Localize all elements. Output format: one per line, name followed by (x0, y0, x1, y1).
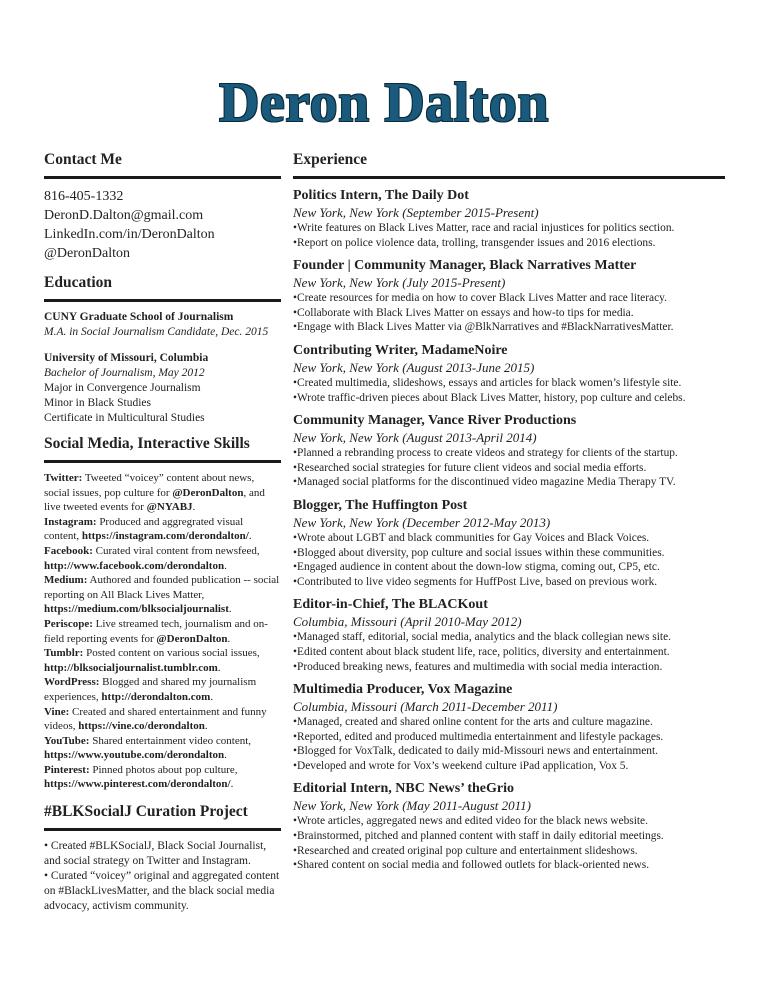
job-title: Contributing Writer, MadameNoire (293, 342, 508, 358)
job-bullets (293, 446, 725, 490)
degree: M.A. in Social Journalism Candidate, Dec. 2015 (44, 326, 269, 338)
social-link[interactable]: @NYABJ (146, 501, 193, 514)
social-link[interactable]: https://medium.com/blksocialjournalist (44, 603, 229, 616)
curation-bullet: • Created #BLKSocialJ, Black Social Journalist, and social strategy on Twitter and Instagram. (44, 840, 267, 868)
job-bullet: • Reported, edited and produced multimedia entertainment and lifestyle packages. (293, 730, 725, 745)
job-entry (293, 681, 725, 773)
job-bullet: • Collaborate with Black Lives Matter on essays and how-to tips for media. (293, 306, 725, 321)
twitter-handle: @DeronDalton (44, 246, 130, 261)
social-platform-label: Periscope: (44, 617, 93, 630)
job-entry (293, 412, 725, 490)
job-bullet: • Engage with Black Lives Matter via @BlkNarratives and #BlackNarrativesMatter. (293, 320, 725, 335)
job-bullet: • Wrote articles, aggregated news and edited video for the black news website. (293, 814, 725, 829)
social-platform-label: YouTube: (44, 734, 90, 747)
job-bullets (293, 531, 725, 589)
email-address: DeronD.Dalton@gmail.com (44, 208, 204, 223)
social-platform-label: WordPress: (44, 676, 100, 689)
social-heading: Social Media, Interactive Skills (44, 435, 250, 452)
social-link[interactable]: https://instagram.com/derondalton/ (81, 530, 249, 543)
job-location: New York, New York (September 2015-Present) (293, 205, 539, 220)
social-platform-label: Medium: (44, 574, 88, 587)
job-bullets (293, 630, 725, 674)
job-entry (293, 187, 725, 250)
social-item: YouTube: Shared entertainment video content, https://www.youtube.com/derondalton. (44, 734, 252, 762)
resume-name: Deron Dalton (218, 72, 550, 134)
job-bullet: • Contributed to live video segments for HuffPost Live, based on previous work. (293, 575, 725, 590)
job-entry (293, 780, 725, 872)
school-name: CUNY Graduate School of Journalism (44, 311, 234, 323)
social-platform-label: Tumblr: (44, 647, 84, 660)
job-entry (293, 257, 725, 335)
left-column (44, 150, 281, 914)
job-title: Founder | Community Manager, Black Narratives Matter (293, 258, 637, 274)
job-bullet: • Researched social strategies for future client videos and social media efforts. (293, 461, 725, 476)
social-link[interactable]: http://blksocialjournalist.tumblr.com (44, 661, 218, 674)
education-detail: Major in Convergence Journalism (44, 382, 201, 394)
job-title: Editor-in-Chief, The BLACKout (293, 597, 488, 613)
job-entry (293, 596, 725, 674)
job-entry (293, 342, 725, 405)
social-link[interactable]: https://www.pinterest.com/derondalton/ (44, 778, 231, 791)
phone-number: 816-405-1332 (44, 189, 124, 204)
social-platform-label: Vine: (44, 705, 70, 718)
divider (44, 176, 281, 179)
job-title: Blogger, The Huffington Post (293, 497, 468, 513)
school-name: University of Missouri, Columbia (44, 352, 209, 364)
social-item: Periscope: Live streamed tech, journalism and on-field reporting events for @DeronDalton. (44, 617, 268, 645)
job-title: Politics Intern, The Daily Dot (293, 188, 469, 203)
curation-block (44, 839, 281, 914)
social-link[interactable]: http://www.facebook.com/derondalton (44, 559, 225, 572)
social-item: WordPress: Blogged and shared my journalism experiences, http://derondalton.com. (44, 676, 257, 703)
job-entry (293, 497, 725, 589)
linkedin-url: LinkedIn.com/in/DeronDalton (44, 227, 215, 242)
social-item: Medium: Authored and founded publication -- social reporting on All Black Lives Matter, https://medium.com/blksocialjournalist. (44, 574, 280, 616)
social-platform-label: Facebook: (44, 544, 93, 557)
job-bullet: • Report on police violence data, trolling, transgender issues and 2016 elections. (293, 236, 725, 251)
social-link[interactable]: @DeronDalton (156, 632, 228, 645)
job-bullet: • Researched and created original pop culture and entertainment slideshows. (293, 844, 725, 859)
job-location: Columbia, Missouri (April 2010-May 2012) (293, 614, 522, 630)
degree: Bachelor of Journalism, May 2012 (44, 367, 205, 379)
job-bullets (293, 376, 725, 405)
social-item: Twitter: Tweeted “voicey” content about news, social issues, pop culture for @DeronDalton, and live tweeted events for @NYABJ. (44, 472, 265, 514)
divider (44, 299, 281, 302)
job-bullet: • Blogged for VoxTalk, dedicated to daily mid-Missouri news and entertainment. (293, 744, 725, 759)
social-link[interactable]: https://www.youtube.com/derondalton (44, 749, 225, 762)
social-link[interactable]: @DeronDalton (172, 486, 244, 499)
job-title: Editorial Intern, NBC News’ theGrio (293, 781, 514, 797)
job-location: New York, New York (July 2015-Present) (293, 275, 506, 291)
job-bullet: • Managed staff, editorial, social media, analytics and the black collegian news site. (293, 630, 725, 645)
education-detail: Minor in Black Studies (44, 397, 152, 409)
job-location: New York, New York (August 2013-April 2014) (293, 430, 537, 446)
social-media-list (44, 471, 281, 792)
social-item: Pinterest: Pinned photos about pop culture, https://www.pinterest.com/derondalton/. (44, 763, 238, 791)
job-bullet: • Produced breaking news, features and multimedia with social media interaction. (293, 660, 725, 675)
job-bullets (293, 291, 725, 335)
job-location: Columbia, Missouri (March 2011-December 2011) (293, 699, 558, 715)
contact-heading: Contact Me (44, 151, 122, 168)
social-item: Tumblr: Posted content on various social issues, http://blksocialjournalist.tumblr.com. (44, 647, 260, 674)
social-platform-label: Pinterest: (44, 763, 90, 776)
curation-bullet: • Curated “voicey” original and aggregated content on #BlackLivesMatter, and the black social media advocacy, activism community. (44, 870, 280, 913)
social-link[interactable]: https://vine.co/derondalton (78, 720, 205, 733)
curation-heading: #BLKSocialJ Curation Project (44, 803, 248, 821)
divider (44, 460, 281, 463)
job-bullet: • Brainstormed, pitched and planned content with staff in daily editorial meetings. (293, 829, 725, 844)
job-location: New York, New York (May 2011-August 2011) (293, 798, 531, 814)
social-item: Instagram: Produced and aggregrated visual content, https://instagram.com/derondalton/. (44, 515, 252, 543)
job-bullet: • Developed and wrote for Vox’s weekend culture iPad application, Vox 5. (293, 759, 725, 774)
right-column (293, 150, 725, 880)
job-bullet: • Wrote traffic-driven pieces about Black Lives Matter, history, pop culture and celebs. (293, 391, 725, 406)
job-bullet: • Create resources for media on how to cover Black Lives Matter and race literacy. (293, 291, 725, 306)
job-bullet: • Engaged audience in content about the down-low stigma, coming out, CP5, etc. (293, 560, 725, 575)
job-bullet: • Managed social platforms for the discontinued video magazine Media Therapy TV. (293, 475, 725, 490)
contact-block (44, 187, 281, 263)
social-platform-label: Twitter: (44, 472, 83, 484)
job-bullet: • Blogged about diversity, pop culture and social issues within these communities. (293, 546, 725, 561)
job-bullet: • Wrote about LGBT and black communities for Gay Voices and Black Voices. (293, 531, 725, 546)
education-detail: Certificate in Multicultural Studies (44, 412, 205, 424)
social-link[interactable]: http://derondalton.com (101, 690, 211, 703)
experience-list (293, 187, 725, 873)
job-bullets (293, 814, 725, 872)
divider (293, 176, 725, 179)
job-bullet: • Shared content on social media and followed outlets for black-oriented news. (293, 858, 725, 873)
divider (44, 828, 281, 831)
job-bullet: • Planned a rebranding process to create videos and strategy for clients of the startup. (293, 446, 725, 461)
job-bullet: • Created multimedia, slideshows, essays and articles for black women’s lifestyle site. (293, 376, 725, 391)
job-location: New York, New York (August 2013-June 2015) (293, 359, 535, 375)
job-title: Multimedia Producer, Vox Magazine (293, 682, 513, 698)
social-platform-label: Instagram: (44, 515, 97, 528)
education-entry (44, 310, 281, 340)
education-entry (44, 351, 281, 426)
education-heading: Education (44, 274, 113, 291)
job-location: New York, New York (December 2012-May 2013) (293, 514, 551, 530)
social-item: Vine: Created and shared entertainment and funny videos, https://vine.co/derondalton. (44, 705, 267, 733)
job-bullet: • Edited content about black student life, race, politics, diversity and entertainment. (293, 645, 725, 660)
job-title: Community Manager, Vance River Productions (293, 413, 577, 429)
job-bullet: • Write features on Black Lives Matter, race and racial injustices for politics section. (293, 221, 725, 236)
job-bullets (293, 221, 725, 250)
job-bullets (293, 715, 725, 773)
experience-heading: Experience (293, 151, 368, 168)
job-bullet: • Managed, created and shared online content for the arts and culture magazine. (293, 715, 725, 730)
social-item: Facebook: Curated viral content from newsfeed, http://www.facebook.com/derondalton. (44, 544, 260, 572)
